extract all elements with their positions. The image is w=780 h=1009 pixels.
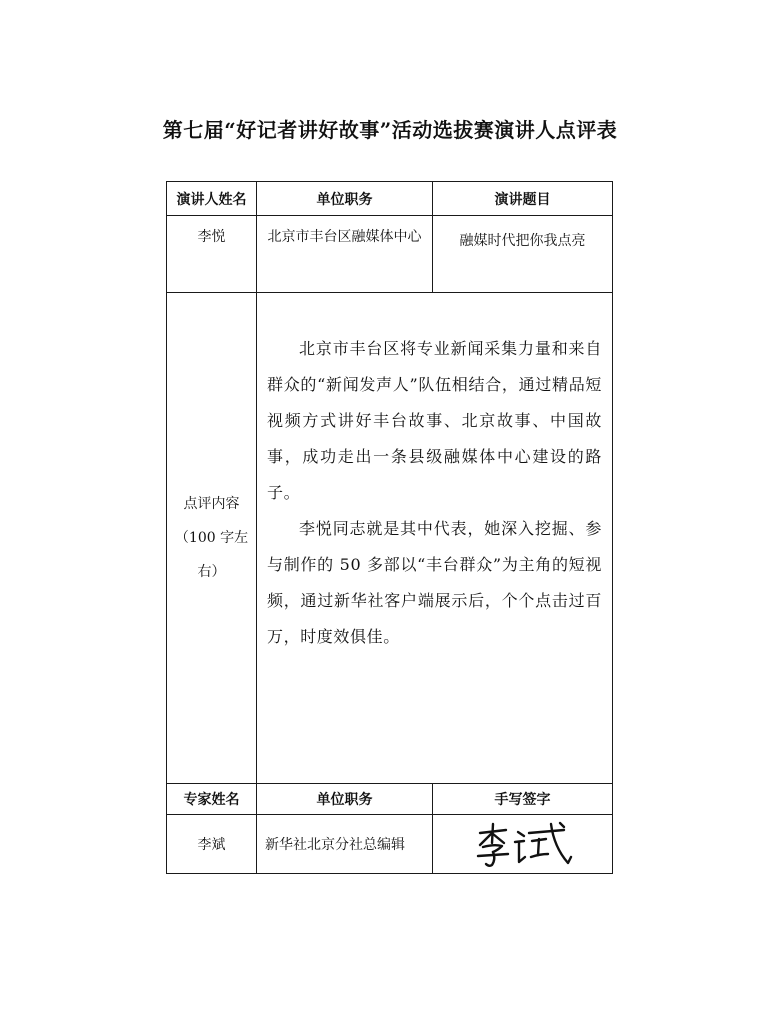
speaker-unit-header: 单位职务 (257, 182, 433, 216)
expert-signature-header: 手写签字 (433, 784, 613, 815)
expert-signature-cell (433, 815, 613, 874)
speaker-unit-value: 北京市丰台区融媒体中心 (257, 216, 433, 293)
comment-paragraph-1: 北京市丰台区将专业新闻采集力量和来自群众的“新闻发声人”队伍相结合，通过精品短视频方式讲好丰台故事、北京故事、中国故事，成功走出一条县级融媒体中心建设的路子。 (267, 339, 602, 502)
comment-content (257, 293, 613, 784)
speaker-header-row (167, 182, 613, 216)
speaker-topic-value: 融媒时代把你我点亮 (433, 216, 613, 293)
evaluation-form-table (166, 181, 613, 874)
comment-paragraph-2: 李悦同志就是其中代表，她深入挖掘、参与制作的 50 多部以“丰台群众”为主角的短视频，通过新华社客户端展示后，个个点击过百万，时度效俱佳。 (267, 519, 602, 646)
comment-label-line2: （100 字左 (174, 530, 249, 546)
expert-unit-header: 单位职务 (257, 784, 433, 815)
expert-unit-value: 新华社北京分社总编辑 (257, 815, 433, 874)
comment-label (167, 293, 257, 784)
expert-value-row (167, 815, 613, 874)
expert-name-header: 专家姓名 (167, 784, 257, 815)
speaker-topic-header: 演讲题目 (433, 182, 613, 216)
comment-row (167, 293, 613, 784)
comment-label-line1: 点评内容 (183, 496, 240, 512)
comment-label-line3: 右） (197, 564, 226, 580)
expert-header-row (167, 784, 613, 815)
page-title: 第七届“好记者讲好故事”活动选拔赛演讲人点评表 (162, 118, 618, 142)
expert-name-value: 李斌 (167, 815, 257, 874)
speaker-name-header: 演讲人姓名 (167, 182, 257, 216)
speaker-value-row (167, 216, 613, 293)
handwritten-signature (468, 819, 578, 869)
speaker-name-value: 李悦 (167, 216, 257, 293)
